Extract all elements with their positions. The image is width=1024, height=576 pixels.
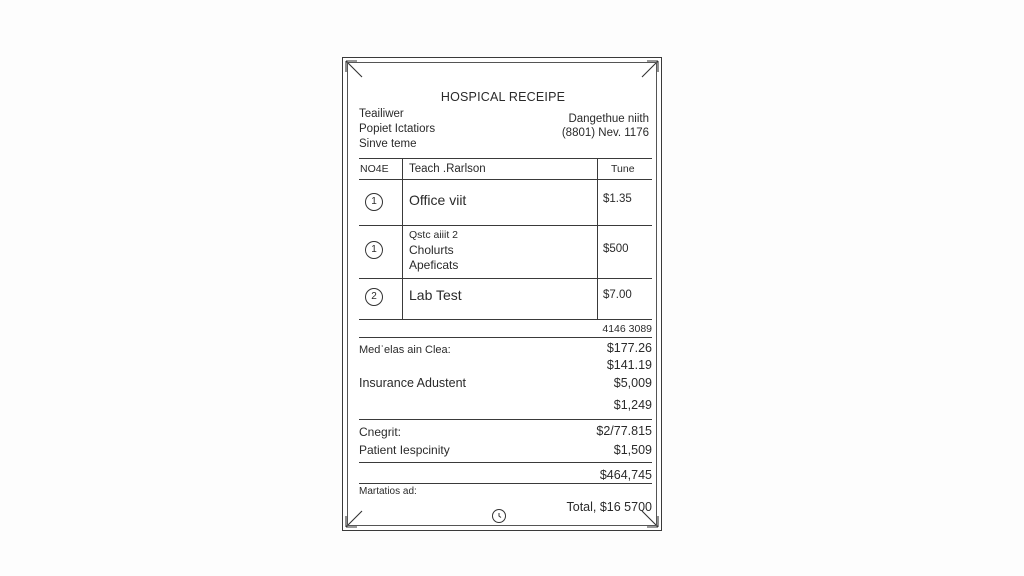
column-header-description: Teach .Rarlson: [409, 163, 486, 175]
receipt: [342, 57, 662, 531]
total-amount: Total, $16 5700: [566, 500, 652, 514]
header-left-line-2: Popiet Ictatiors: [359, 123, 436, 135]
header-left-line-3: Sinve teme: [359, 138, 417, 150]
summary-amount: $5,009: [613, 376, 652, 390]
summary-label: Medʿelas ain Clea:: [359, 344, 451, 356]
section-amount: $2/77.815: [596, 424, 652, 438]
insurance-adjustment-label: Insurance Adustent: [359, 376, 467, 390]
table-rule: [359, 225, 652, 226]
row-description-line: Cholurts: [409, 243, 454, 257]
summary-amount: $141.19: [606, 358, 652, 372]
row-description-line: Qstc aiiit 2: [409, 229, 459, 241]
corner-ornament-icon: [345, 60, 363, 78]
summary-rule: [359, 337, 652, 338]
section-rule: [359, 419, 652, 420]
footer-label: Martatios ad:: [359, 486, 417, 497]
header-left-line-1: Teailiwer: [359, 108, 404, 120]
section-rule: [359, 483, 652, 484]
table-rule: [359, 179, 652, 180]
summary-amount: $177.26: [606, 341, 652, 355]
column-header-no: NO4E: [360, 163, 389, 175]
row-amount: $500: [603, 243, 629, 255]
row-number-marker: 1: [365, 193, 383, 211]
row-description: Office viit: [409, 192, 467, 208]
summary-amount: $1,249: [613, 398, 652, 412]
table-bottom-rule: [359, 319, 652, 320]
column-header-amount: Tune: [611, 163, 635, 175]
clock-icon: [492, 509, 506, 523]
header-right-line-2: (8801) Nev. 1176: [561, 127, 649, 139]
row-number-marker: 2: [365, 288, 383, 306]
row-number-marker: 1: [365, 241, 383, 259]
receipt-title: HOSPICAL RECEIPE: [440, 90, 566, 104]
patient-responsibility-label: Patient Iespcinity: [359, 443, 450, 457]
grand-line-amount: $464,745: [599, 468, 652, 482]
corner-ornament-icon: [345, 510, 363, 528]
row-description-line: Apeficats: [409, 258, 459, 272]
table-column-divider: [402, 158, 403, 319]
row-amount: $7.00: [603, 289, 632, 301]
corner-ornament-icon: [641, 60, 659, 78]
subtotal-code: 4146 3089: [602, 323, 652, 335]
section-label: Cnegrit:: [359, 425, 402, 439]
section-rule: [359, 462, 652, 463]
header-right-line-1: Dangethue niith: [568, 113, 649, 125]
row-description: Lab Test: [409, 287, 462, 303]
table-column-divider: [597, 158, 598, 319]
section-amount: $1,509: [613, 443, 652, 457]
row-amount: $1.35: [603, 193, 632, 205]
table-rule: [359, 278, 652, 279]
